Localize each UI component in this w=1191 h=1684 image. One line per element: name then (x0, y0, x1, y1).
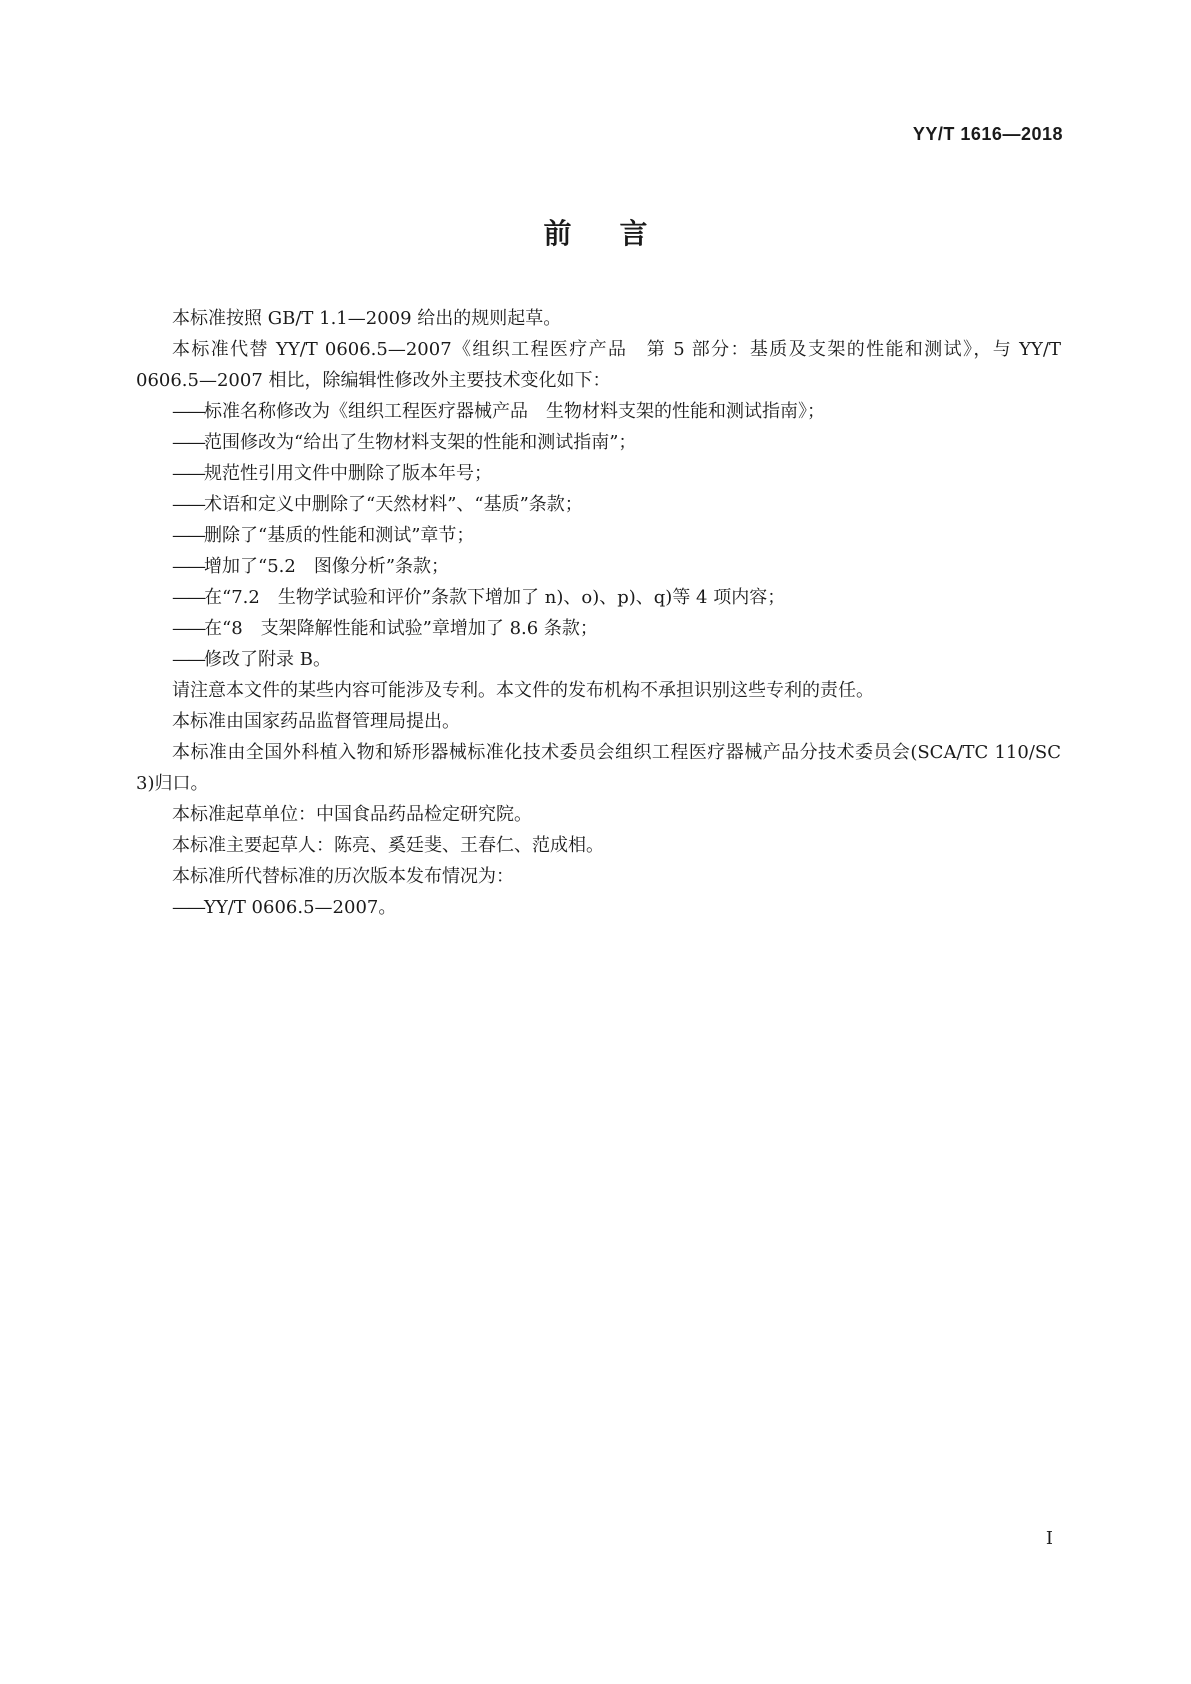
dash-marker: —— (172, 587, 204, 608)
paragraph-patent-notice: 请注意本文件的某些内容可能涉及专利。本文件的发布机构不承担识别这些专利的责任。 (172, 680, 874, 701)
list-item: ——范围修改为“给出了生物材料支架的性能和测试指南”； (136, 427, 1061, 458)
list-item: ——增加了“5.2 图像分析”条款； (136, 551, 1061, 582)
list-item: ——在“8 支架降解性能和试验”章增加了 8.6 条款； (136, 613, 1061, 644)
list-item: ——术语和定义中删除了“天然材料”、“基质”条款； (136, 489, 1061, 520)
dash-marker: —— (172, 618, 204, 639)
dash-marker: —— (172, 649, 204, 670)
dash-marker: —— (172, 494, 204, 515)
dash-marker: —— (172, 432, 204, 453)
dash-marker: —— (172, 897, 204, 918)
paragraph-replacement: 本标准代替 YY/T 0606.5—2007《组织工程医疗产品 第 5 部分：基质及支架的性能和测试》，与 YY/T 0606.5—2007 相比，除编辑性修改外主要技术变化如下： (136, 339, 1061, 391)
dash-marker: —— (172, 463, 204, 484)
dash-marker: —— (172, 556, 204, 577)
list-item: ——规范性引用文件中删除了版本年号； (136, 458, 1061, 489)
paragraph-committee: 本标准由全国外科植入物和矫形器械标准化技术委员会组织工程医疗器械产品分技术委员会(SCA/TC 110/SC 3)归口。 (136, 742, 1061, 794)
list-item: ——标准名称修改为《组织工程医疗器械产品 生物材料支架的性能和测试指南》； (136, 396, 1061, 427)
foreword-body (136, 303, 1061, 923)
dash-marker: —— (172, 401, 204, 422)
standard-code: YY/T 1616—2018 (912, 124, 1063, 144)
list-item: ——在“7.2 生物学试验和评价”条款下增加了 n)、o)、p)、q)等 4 项内容； (136, 582, 1061, 613)
page-title: 前言 (543, 217, 696, 250)
page-number: I (1045, 1528, 1053, 1549)
list-item: ——YY/T 0606.5—2007。 (136, 892, 1061, 923)
list-item: ——删除了“基质的性能和测试”章节； (136, 520, 1061, 551)
list-item: ——修改了附录 B。 (136, 644, 1061, 675)
paragraph-proposer: 本标准由国家药品监督管理局提出。 (172, 711, 460, 732)
dash-marker: —— (172, 525, 204, 546)
paragraph-drafters: 本标准主要起草人：陈亮、奚廷斐、王春仁、范成相。 (172, 835, 604, 856)
paragraph-drafting-unit: 本标准起草单位：中国食品药品检定研究院。 (172, 804, 532, 825)
paragraph-history-intro: 本标准所代替标准的历次版本发布情况为： (172, 866, 514, 887)
paragraph-drafting-rules: 本标准按照 GB/T 1.1—2009 给出的规则起草。 (172, 308, 562, 329)
